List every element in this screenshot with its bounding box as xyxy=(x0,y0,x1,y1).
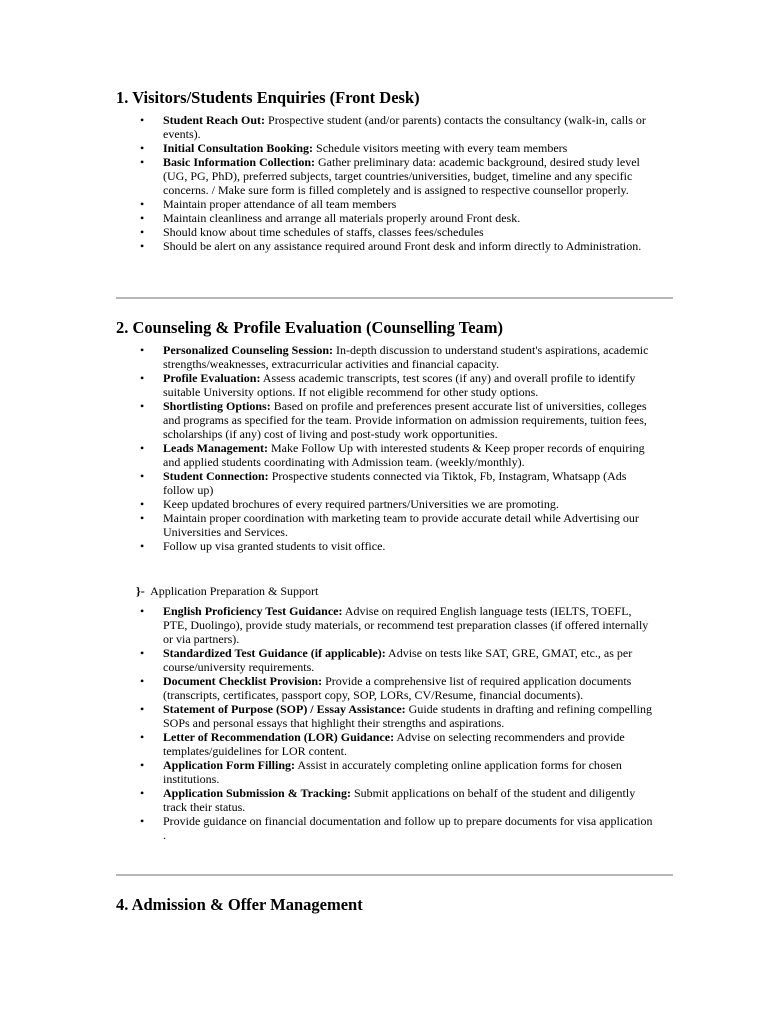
list-item-text: Advise on required English language tests (IELTS, TOEFL, PTE, Duolingo), provide study materials, or recommend test preparation classes (if offered internally or via partners). xyxy=(163,604,649,646)
list-item xyxy=(163,343,653,371)
list-item xyxy=(163,141,653,155)
list-item xyxy=(163,646,653,674)
list-item xyxy=(163,674,653,702)
list-item-text: Assess academic transcripts, test scores (if any) and overall profile to identify suitable University options. If not eligible recommend for other study options. xyxy=(163,371,636,399)
list-item-text: Gather preliminary data: academic background, desired study level (UG, PG, PhD), preferred subjects, target countries/universities, budget, timeline and any specific concerns. / Make sure form is filled completely and is assigned to respective counsellor properly. xyxy=(163,155,640,197)
list-item-text: Based on profile and preferences present accurate list of universities, colleges and programs as specified for the team. Provide information on admission requirements, tuition fees, scholarships (if any) cost of living and post-study work opportunities. xyxy=(163,399,647,441)
list-item-label: Application Form Filling: xyxy=(163,758,295,772)
list-item xyxy=(163,155,653,197)
list-item xyxy=(163,225,653,239)
list-item xyxy=(163,814,653,842)
horizontal-rule xyxy=(116,297,673,299)
list-item-text: Assist in accurately completing online application forms for chosen institutions. xyxy=(163,758,622,786)
list-item-text: Schedule visitors meeting with every team members xyxy=(313,141,568,155)
list-item-text: Maintain proper coordination with marketing team to provide accurate detail while Advertising our Universities and Services. xyxy=(163,511,639,539)
list-item xyxy=(163,211,653,225)
list-item-text: Maintain cleanliness and arrange all materials properly around Front desk. xyxy=(163,211,521,225)
section-4-heading: 4. Admission & Offer Management xyxy=(116,895,363,914)
list-item-label: Letter of Recommendation (LOR) Guidance: xyxy=(163,730,395,744)
list-item xyxy=(163,539,653,553)
list-item-text: Maintain proper attendance of all team members xyxy=(163,197,397,211)
list-item-label: English Proficiency Test Guidance: xyxy=(163,604,343,618)
list-item xyxy=(163,197,653,211)
list-item-label: Initial Consultation Booking: xyxy=(163,141,314,155)
list-item-label: Application Submission & Tracking: xyxy=(163,786,351,800)
list-item-label: Statement of Purpose (SOP) / Essay Assistance: xyxy=(163,702,406,716)
list-item xyxy=(163,469,653,497)
list-item xyxy=(163,786,653,814)
list-item-text: Guide students in drafting and refining compelling SOPs and personal essays that highlight their strengths and aspirations. xyxy=(163,702,652,730)
list-item xyxy=(163,511,653,539)
list-item-text: Prospective student (and/or parents) contacts the consultancy (walk-in, calls or events). xyxy=(163,113,646,141)
list-item-label: Leads Management: xyxy=(163,441,268,455)
list-item xyxy=(163,239,653,253)
list-item xyxy=(163,758,653,786)
list-item-text: Should be alert on any assistance required around Front desk and inform directly to Administration. xyxy=(163,239,642,253)
list-item xyxy=(163,604,653,646)
list-item-text: In-depth discussion to understand student's aspirations, academic strengths/weaknesses, extracurricular activities and financial capacity. xyxy=(163,343,649,371)
list-item-label: Profile Evaluation: xyxy=(163,371,261,385)
section-1-list xyxy=(163,113,653,253)
section-3-subheading-text: Application Preparation & Support xyxy=(150,584,319,598)
list-item-text: Provide a comprehensive list of required application documents (transcripts, certificates, passport copy, SOP, LORs, CV/Resume, financial documents). xyxy=(163,674,632,702)
list-item-text: Should know about time schedules of staffs, classes fees/schedules xyxy=(163,225,484,239)
list-item-text: Prospective students connected via Tiktok, Fb, Instagram, Whatsapp (Ads follow up) xyxy=(163,469,627,497)
list-item-text: Submit applications on behalf of the student and diligently track their status. xyxy=(163,786,636,814)
list-item xyxy=(163,371,653,399)
section-1-heading: 1. Visitors/Students Enquiries (Front Desk) xyxy=(116,88,420,107)
section-3-list xyxy=(163,604,653,842)
list-item-label: Basic Information Collection: xyxy=(163,155,315,169)
list-item xyxy=(163,702,653,730)
list-item xyxy=(163,399,653,441)
list-item-label: Standardized Test Guidance (if applicable): xyxy=(163,646,386,660)
list-item-text: Advise on tests like SAT, GRE, GMAT, etc., as per course/university requirements. xyxy=(163,646,633,674)
list-item xyxy=(163,113,653,141)
section-2-list xyxy=(163,343,653,553)
list-item-label: Student Connection: xyxy=(163,469,269,483)
horizontal-rule xyxy=(116,874,673,876)
list-item xyxy=(163,441,653,469)
list-item-text: Advise on selecting recommenders and provide templates/guidelines for LOR content. xyxy=(163,730,625,758)
list-item-text: Keep updated brochures of every required partners/Universities we are promoting. xyxy=(163,497,559,511)
list-item-label: Document Checklist Provision: xyxy=(163,674,323,688)
list-item-text: Provide guidance on financial documentation and follow up to prepare documents for visa application . xyxy=(163,814,653,842)
section-2-heading: 2. Counseling & Profile Evaluation (Counselling Team) xyxy=(116,318,504,337)
list-item-label: Student Reach Out: xyxy=(163,113,266,127)
list-item xyxy=(163,497,653,511)
section-3-subheading xyxy=(136,584,318,598)
list-item-label: Personalized Counseling Session: xyxy=(163,343,334,357)
section-3-marker: }- xyxy=(136,584,145,598)
list-item xyxy=(163,730,653,758)
list-item-text: Follow up visa granted students to visit office. xyxy=(163,539,386,553)
list-item-label: Shortlisting Options: xyxy=(163,399,271,413)
list-item-text: Make Follow Up with interested students & Keep proper records of enquiring and applied students coordinating with Admission team. (weekly/monthly). xyxy=(163,441,645,469)
